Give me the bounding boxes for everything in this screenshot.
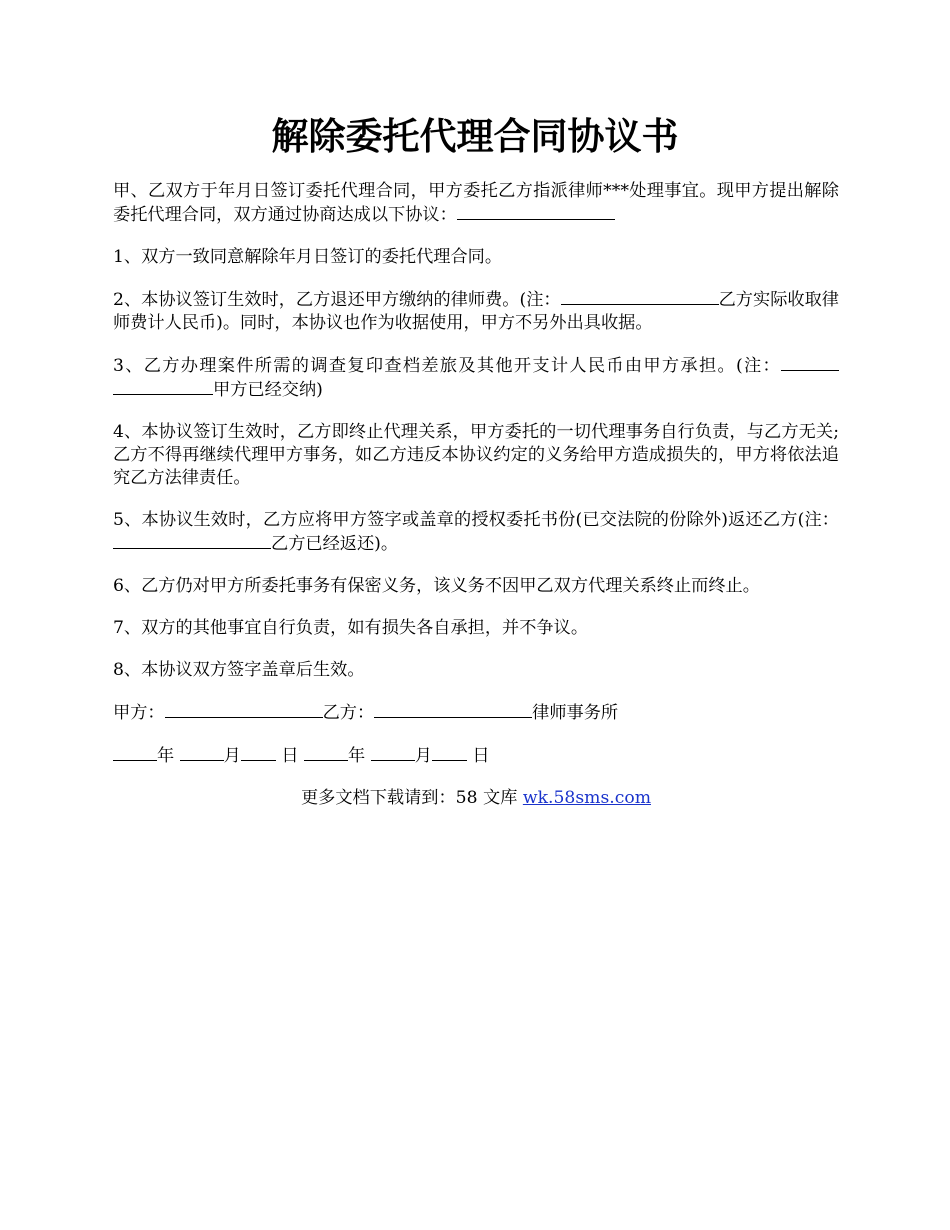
year-b-label: 年 bbox=[348, 746, 366, 766]
clause-3 bbox=[113, 354, 839, 402]
party-b-blank-line bbox=[374, 701, 532, 718]
document-title: 解除委托代理合同协议书 bbox=[271, 114, 679, 158]
clause-2-text-b: 乙方实际收取律师费计人民币)。同时，本协议也作为收据使用，甲方不另外出具收据。 bbox=[113, 290, 839, 333]
clause-5-text-a: 5、本协议生效时，乙方应将甲方签字或盖章的授权委托书份(已交法院的份除外)返还乙方(注： bbox=[113, 510, 839, 530]
clause-8: 8、本协议双方签字盖章后生效。 bbox=[113, 660, 365, 680]
intro-blank-line bbox=[457, 203, 615, 220]
day-a-blank bbox=[241, 744, 276, 761]
intro-text: 甲、乙双方于年月日签订委托代理合同，甲方委托乙方指派律师***处理事宜。现甲方提出解除委托代理合同，双方通过协商达成以下协议： bbox=[113, 181, 839, 225]
clause-3-blank-line-2 bbox=[113, 378, 213, 395]
clause-5 bbox=[113, 509, 839, 556]
clause-1: 1、双方一致同意解除年月日签订的委托代理合同。 bbox=[113, 247, 503, 267]
clause-6: 6、乙方仍对甲方所委托事务有保密义务，该义务不因甲乙双方代理关系终止而终止。 bbox=[113, 576, 760, 596]
clause-3-text-b: 甲方已经交纳) bbox=[213, 380, 323, 400]
clause-2-text-a: 2、本协议签订生效时，乙方退还甲方缴纳的律师费。(注： bbox=[113, 290, 561, 310]
year-b-blank bbox=[304, 744, 348, 761]
law-firm-suffix: 律师事务所 bbox=[532, 703, 619, 723]
footer bbox=[113, 787, 839, 810]
day-b-blank bbox=[432, 744, 467, 761]
year-a-label: 年 bbox=[157, 746, 175, 766]
party-b-label: 乙方： bbox=[322, 703, 375, 723]
party-a-blank-line bbox=[165, 701, 323, 718]
clause-5-text-b: 乙方已经返还)。 bbox=[271, 534, 399, 554]
footer-link[interactable]: wk.58sms.com bbox=[522, 788, 651, 808]
date-line bbox=[113, 744, 839, 768]
clause-4: 4、本协议签订生效时，乙方即终止代理关系，甲方委托的一切代理事务自行负责，与乙方无关;乙方不得再继续代理甲方事务，如乙方违反本协议约定的义务给甲方造成损失的，甲方将依法追究乙方法律责任。 bbox=[113, 422, 839, 488]
signature-line bbox=[113, 701, 839, 725]
month-b-blank bbox=[371, 744, 415, 761]
day-b-label: 日 bbox=[472, 746, 490, 766]
day-a-label: 日 bbox=[281, 746, 299, 766]
clause-2 bbox=[113, 288, 839, 335]
month-b-label: 月 bbox=[414, 746, 432, 766]
footer-text: 更多文档下载请到：58 文库 bbox=[300, 788, 523, 808]
clause-3-text-a: 3、乙方办理案件所需的调查复印查档差旅及其他开支计人民币由甲方承担。(注： bbox=[113, 356, 781, 376]
year-a-blank bbox=[113, 744, 157, 761]
document-body bbox=[113, 180, 839, 829]
clause-7: 7、双方的其他事宜自行负责，如有损失各自承担，并不争议。 bbox=[113, 618, 589, 638]
clause-2-blank-line bbox=[561, 288, 719, 305]
clause-5-blank-line bbox=[113, 532, 271, 549]
month-a-label: 月 bbox=[223, 746, 241, 766]
intro-paragraph bbox=[113, 180, 839, 227]
party-a-label: 甲方： bbox=[113, 703, 165, 723]
month-a-blank bbox=[180, 744, 224, 761]
clause-3-blank-line-1 bbox=[781, 354, 839, 371]
